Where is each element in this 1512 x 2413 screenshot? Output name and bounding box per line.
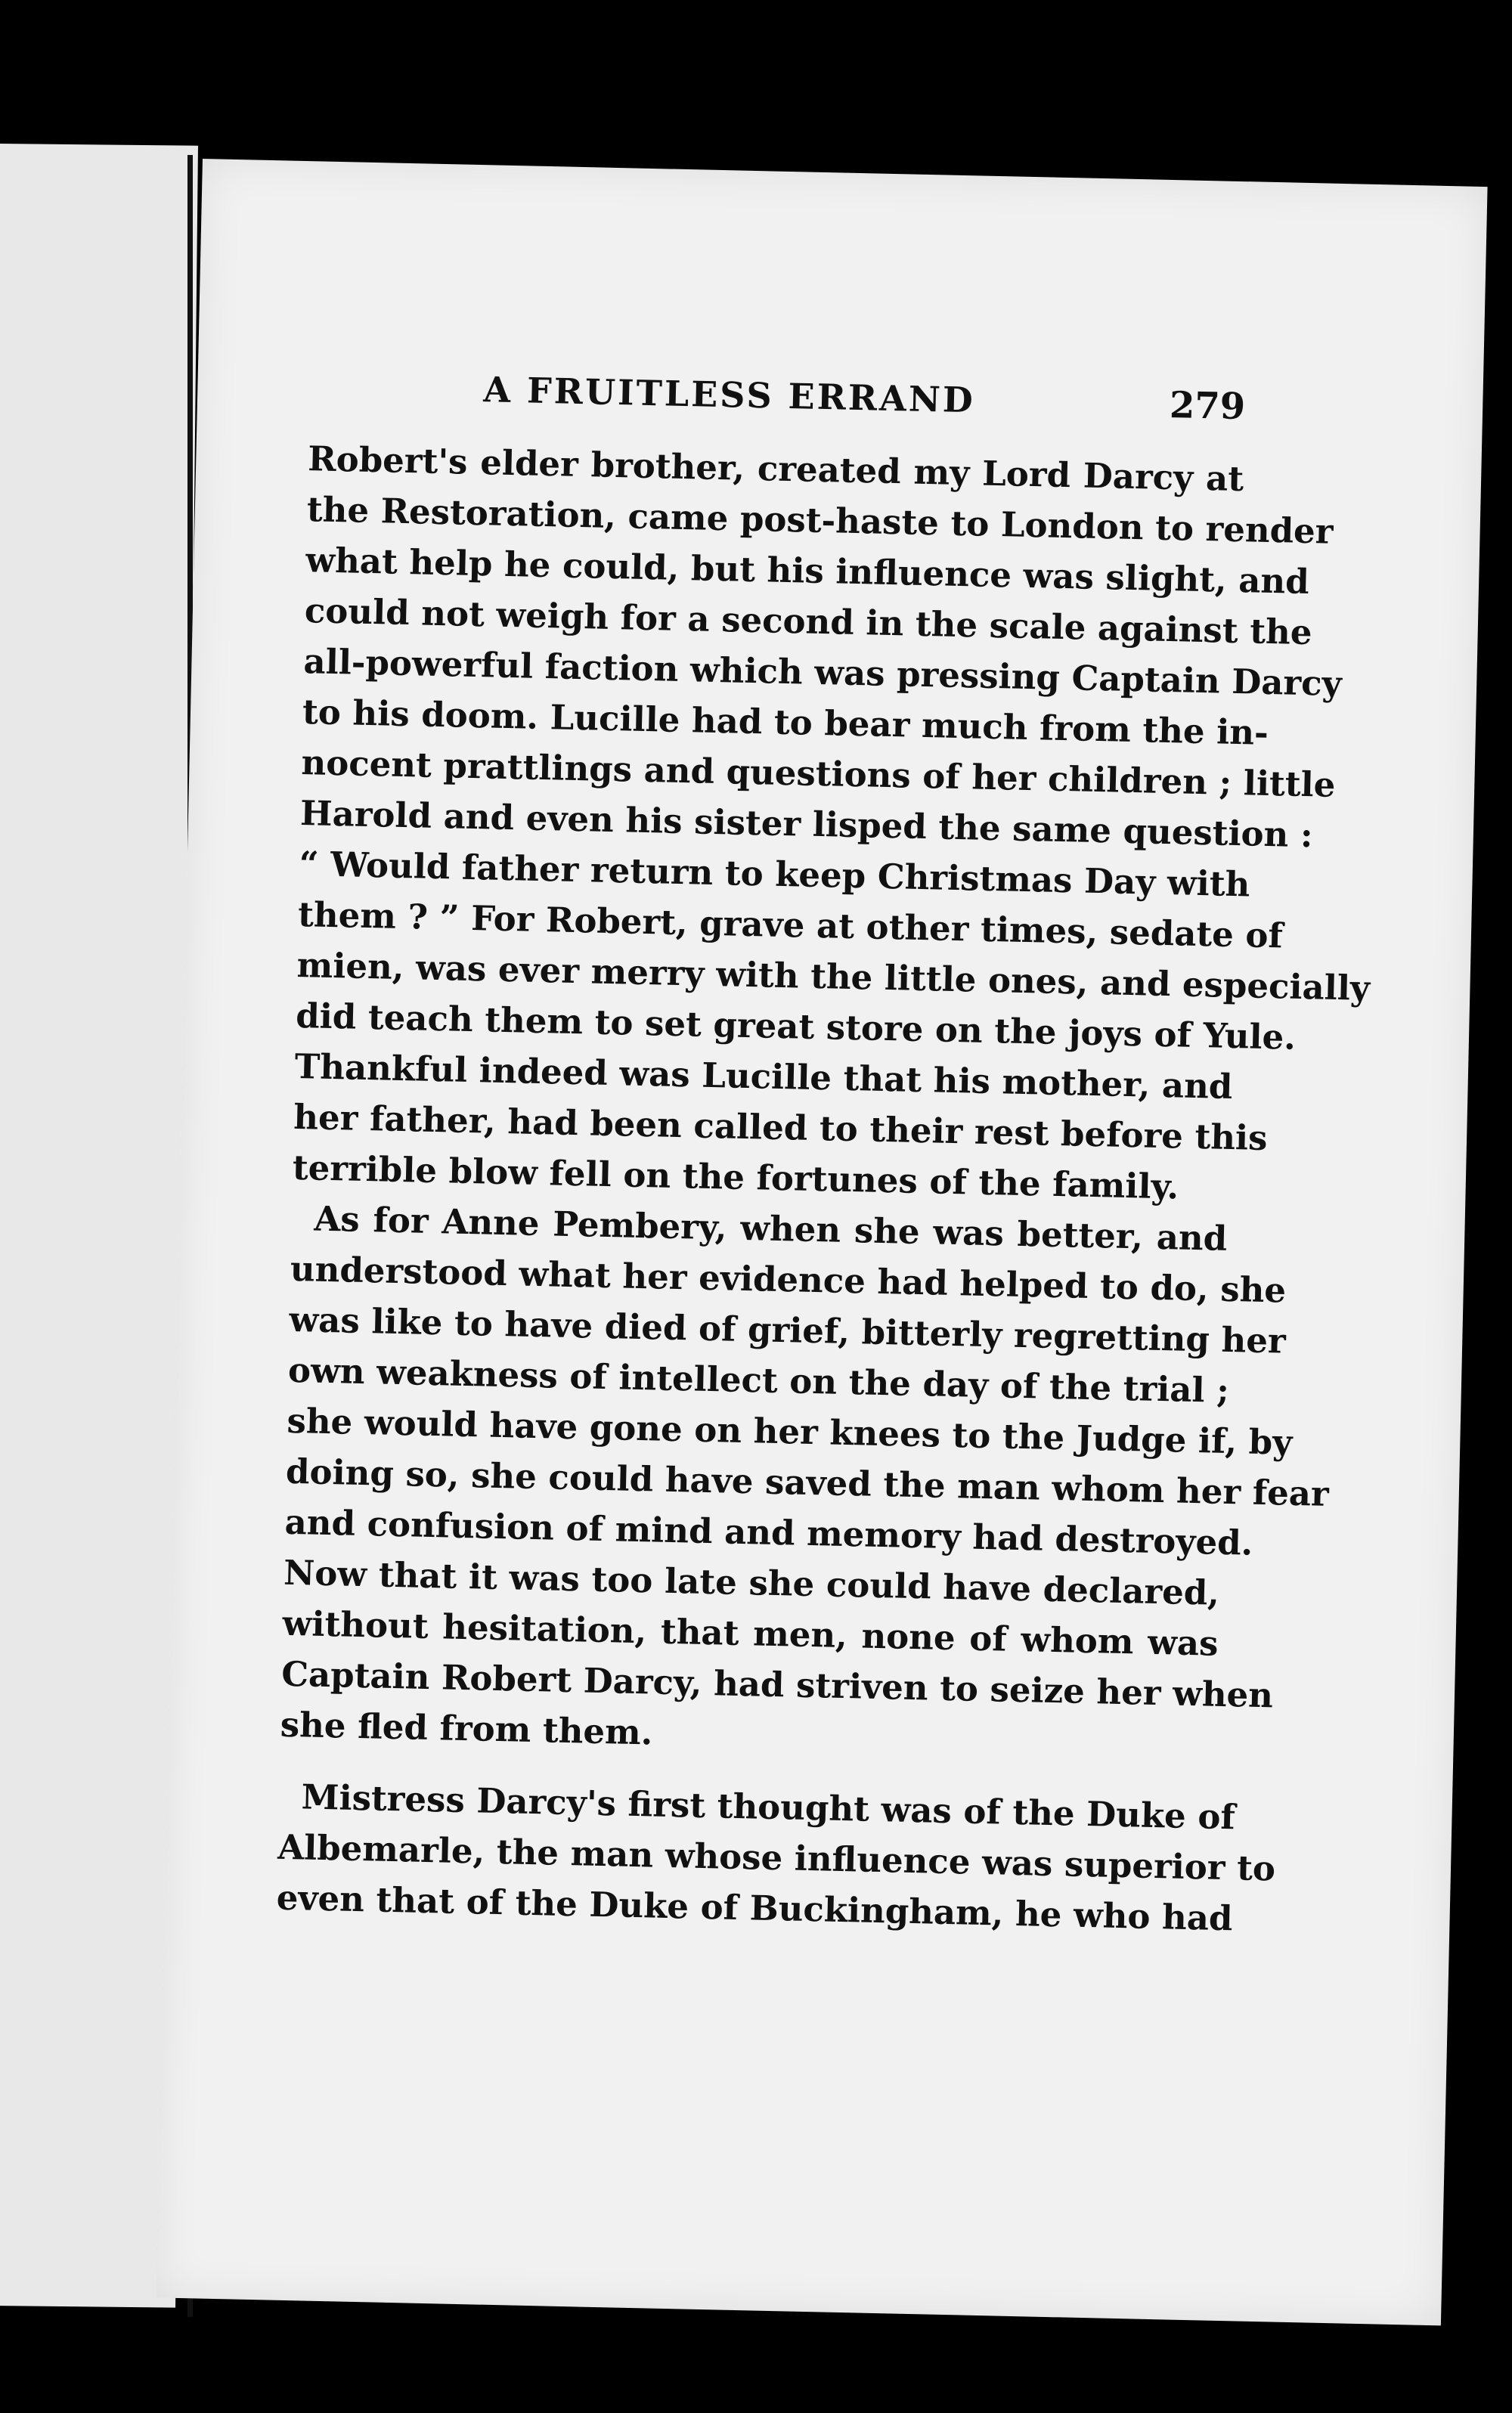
paragraph [276, 1771, 1276, 1944]
text-line: As for Anne Pembery, when she was better, and [313, 1198, 1228, 1259]
text-line: what help he could, but his influence was slight, and [305, 540, 1310, 602]
text-line: nocent prattlings and questions of her children ; little [301, 742, 1336, 805]
text-line: mien, was ever merry with the little ones, and especially [296, 944, 1371, 1008]
text-line: doing so, she could have saved the man whom her fear [285, 1451, 1330, 1514]
page-text [276, 365, 1371, 1944]
text-line: could not weigh for a second in the scale against the [304, 590, 1312, 653]
text-line: was like to have died of grief, bitterly regretting her [288, 1299, 1287, 1361]
text-line: to his doom. Lucille had to bear much from the in- [302, 692, 1269, 753]
text-line: Mistress Darcy's first thought was of the Duke of [301, 1776, 1236, 1838]
text-line: without hesitation, that men, none of whom was [282, 1603, 1219, 1664]
text-line: own weakness of intellect on the day of the trial ; [287, 1349, 1230, 1411]
page-number: 279 [1169, 383, 1246, 429]
text-line: all-powerful faction which was pressing Captain Darcy [302, 641, 1343, 705]
text-line: Robert's elder brother, created my Lord Darcy at [307, 438, 1244, 500]
paragraph [292, 433, 1371, 1213]
running-head: A FRUITLESS ERRAND [482, 369, 976, 421]
book-page [156, 159, 1487, 2325]
text-line: even that of the Duke of Buckingham, he who had [276, 1877, 1234, 1939]
text-line: understood what her evidence had helped to do, she [290, 1248, 1287, 1311]
text-line: Captain Robert Darcy, had striven to seize her when [280, 1653, 1274, 1716]
text-line: terrible blow fell on the fortunes of the family. [292, 1147, 1179, 1207]
text-line: Thankful indeed was Lucille that his mother, and [294, 1045, 1233, 1107]
text-line: the Restoration, came post-haste to London to render [306, 489, 1334, 552]
body-text [276, 433, 1371, 1944]
text-line: and confusion of mind and memory had destroyed. [284, 1501, 1253, 1563]
text-line: Harold and even his sister lisped the same question : [299, 793, 1314, 856]
paragraph [280, 1193, 1330, 1770]
text-line: Albemarle, the man whose influence was superior to [277, 1826, 1276, 1889]
text-line: she fled from them. [280, 1704, 653, 1753]
text-line: did teach them to set great store on the joys of Yule. [295, 995, 1297, 1058]
text-line: Now that it was too late she could have declared, [283, 1552, 1220, 1613]
text-line: she would have gone on her knees to the Judge if, by [287, 1400, 1293, 1463]
text-line: “ Would father return to keep Christmas Day with [299, 844, 1250, 905]
text-line: them ? ” For Robert, grave at other times, sedate of [297, 894, 1284, 956]
text-line: her father, had been called to their rest before this [293, 1096, 1269, 1159]
